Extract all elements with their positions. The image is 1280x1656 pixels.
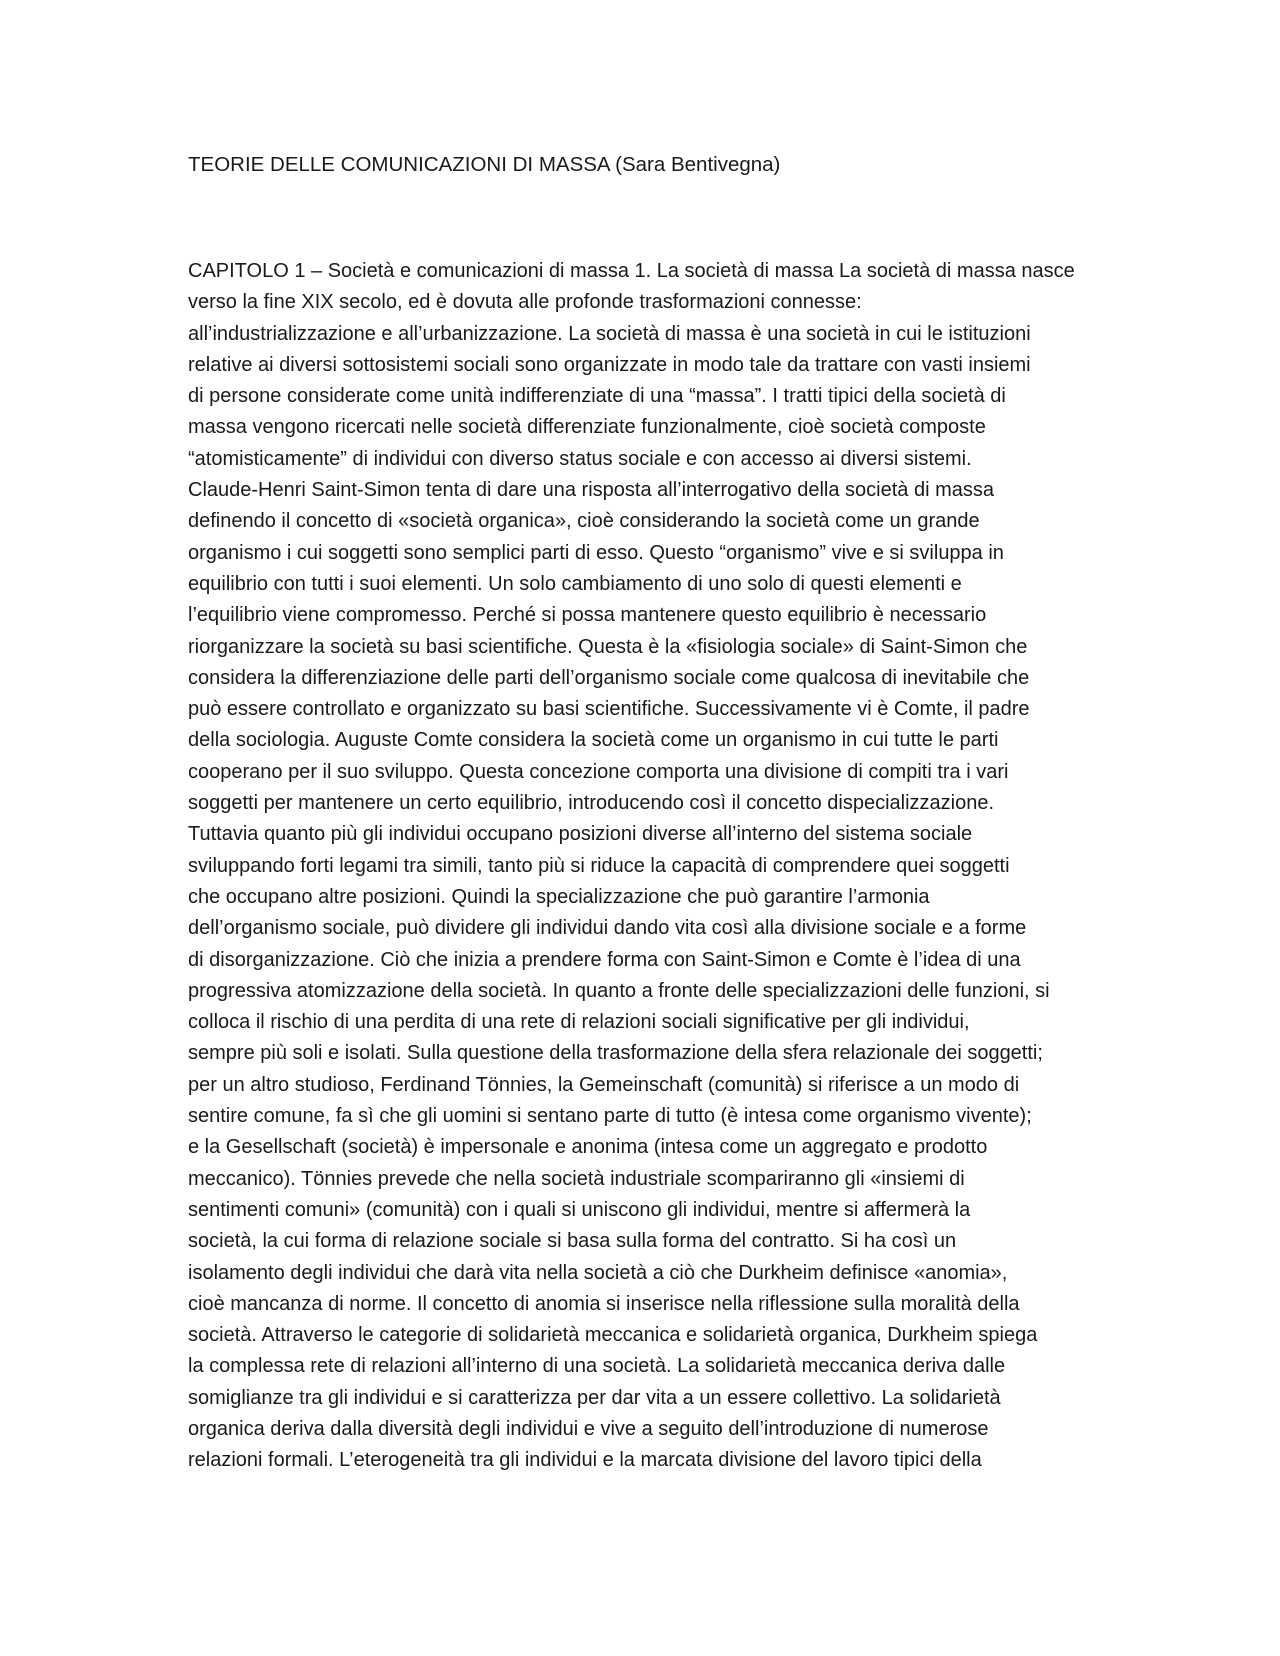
body-text-line: colloca il rischio di una perdita di una rete di relazioni sociali significative per gli individui, [188, 1011, 970, 1034]
body-text-line: società, la cui forma di relazione sociale si basa sulla forma del contratto. Si ha così un [188, 1230, 957, 1253]
document-title: TEORIE DELLE COMUNICAZIONI DI MASSA (Sara Bentivegna) [188, 153, 781, 176]
body-text-line: progressiva atomizzazione della società. In quanto a fronte delle specializzazioni delle funzioni, si [188, 979, 1050, 1002]
body-text-line: cioè mancanza di norme. Il concetto di anomia si inserisce nella riflessione sulla moralità della [188, 1292, 1020, 1315]
body-text-line: società. Attraverso le categorie di solidarietà meccanica e solidarietà organica, Durkheim spiega [188, 1324, 1038, 1347]
body-text-line: “atomisticamente” di individui con diverso status sociale e con accesso ai diversi sistemi. [188, 447, 972, 470]
body-text-line: che occupano altre posizioni. Quindi la specializzazione che può garantire l’armonia [188, 885, 930, 908]
body-text-line: relative ai diversi sottosistemi sociali sono organizzate in modo tale da trattare con vasti insiemi [188, 353, 1031, 376]
body-text-line: soggetti per mantenere un certo equilibrio, introducendo così il concetto dispecializzazione. [188, 792, 995, 815]
body-text-line: per un altro studioso, Ferdinand Tönnies, la Gemeinschaft (comunità) si riferisce a un modo di [188, 1073, 1020, 1096]
body-text-line: può essere controllato e organizzato su basi scientifiche. Successivamente vi è Comte, il padre [188, 698, 1030, 721]
body-text-line: cooperano per il suo sviluppo. Questa concezione comporta una divisione di compiti tra i vari [188, 760, 1009, 783]
body-text-line: della sociologia. Auguste Comte considera la società come un organismo in cui tutte le parti [188, 729, 999, 752]
body-text-line: sentimenti comuni» (comunità) con i quali si uniscono gli individui, mentre si affermerà la [188, 1198, 971, 1221]
body-text-line: CAPITOLO 1 – Società e comunicazioni di massa 1. La società di massa La società di massa nasce [188, 260, 1075, 282]
body-text-line: Claude-Henri Saint-Simon tenta di dare una risposta all’interrogativo della società di massa [188, 479, 994, 502]
body-text-line: organica deriva dalla diversità degli individui e vive a seguito dell’introduzione di numerose [188, 1417, 989, 1440]
body-text-line: relazioni formali. L’eterogeneità tra gli individui e la marcata divisione del lavoro tipici della [188, 1449, 982, 1472]
body-text-line: isolamento degli individui che darà vita nella società a ciò che Durkheim definisce «anomia», [188, 1261, 1008, 1284]
body-text-line: definendo il concetto di «società organica», cioè considerando la società come un grande [188, 510, 980, 533]
body-text-line: dell’organismo sociale, può dividere gli individui dando vita così alla divisione sociale e a forme [188, 917, 1027, 940]
body-text-line: organismo i cui soggetti sono semplici parti di esso. Questo “organismo” vive e si sviluppa in [188, 541, 1004, 564]
body-text-line: considera la differenziazione delle parti dell’organismo sociale come qualcosa di inevitabile che [188, 666, 1030, 689]
body-text-line: sentire comune, fa sì che gli uomini si sentano parte di tutto (è intesa come organismo vivente); [188, 1105, 1032, 1128]
body-text-line: sempre più soli e isolati. Sulla questione della trasformazione della sfera relazionale dei soggetti; [188, 1042, 1043, 1065]
body-text-line: di persone considerate come unità indifferenziate di una “massa”. I tratti tipici della società di [188, 385, 1006, 408]
body-text-line: la complessa rete di relazioni all’interno di una società. La solidarietà meccanica deriva dalle [188, 1355, 1006, 1378]
body-text-line: sviluppando forti legami tra simili, tanto più si riduce la capacità di comprendere quei soggetti [188, 854, 1010, 877]
body-text-line: riorganizzare la società su basi scientifiche. Questa è la «fisiologia sociale» di Saint-Simon che [188, 635, 1028, 658]
body-text-line: equilibrio con tutti i suoi elementi. Un solo cambiamento di uno solo di questi elementi e [188, 572, 962, 595]
document-body [188, 256, 1108, 1477]
body-text-line: Tuttavia quanto più gli individui occupano posizioni diverse all’interno del sistema sociale [188, 823, 973, 846]
body-text-line: e la Gesellschaft (società) è impersonale e anonima (intesa come un aggregato e prodotto [188, 1136, 988, 1159]
body-text-line: meccanico). Tönnies prevede che nella società industriale scompariranno gli «insiemi di [188, 1167, 965, 1190]
body-text-line: massa vengono ricercati nelle società differenziate funzionalmente, cioè società composte [188, 416, 986, 439]
body-text-line: di disorganizzazione. Ciò che inizia a prendere forma con Saint-Simon e Comte è l’idea di una [188, 948, 1021, 971]
body-text-line: somiglianze tra gli individui e si caratterizza per dar vita a un essere collettivo. La solidarietà [188, 1386, 1001, 1409]
body-text-line: all’industrializzazione e all’urbanizzazione. La società di massa è una società in cui le istituzioni [188, 322, 1031, 345]
body-text-line: l’equilibrio viene compromesso. Perché si possa mantenere questo equilibrio è necessario [188, 604, 987, 627]
body-text-line: verso la fine XIX secolo, ed è dovuta alle profonde trasformazioni connesse: [188, 291, 862, 314]
